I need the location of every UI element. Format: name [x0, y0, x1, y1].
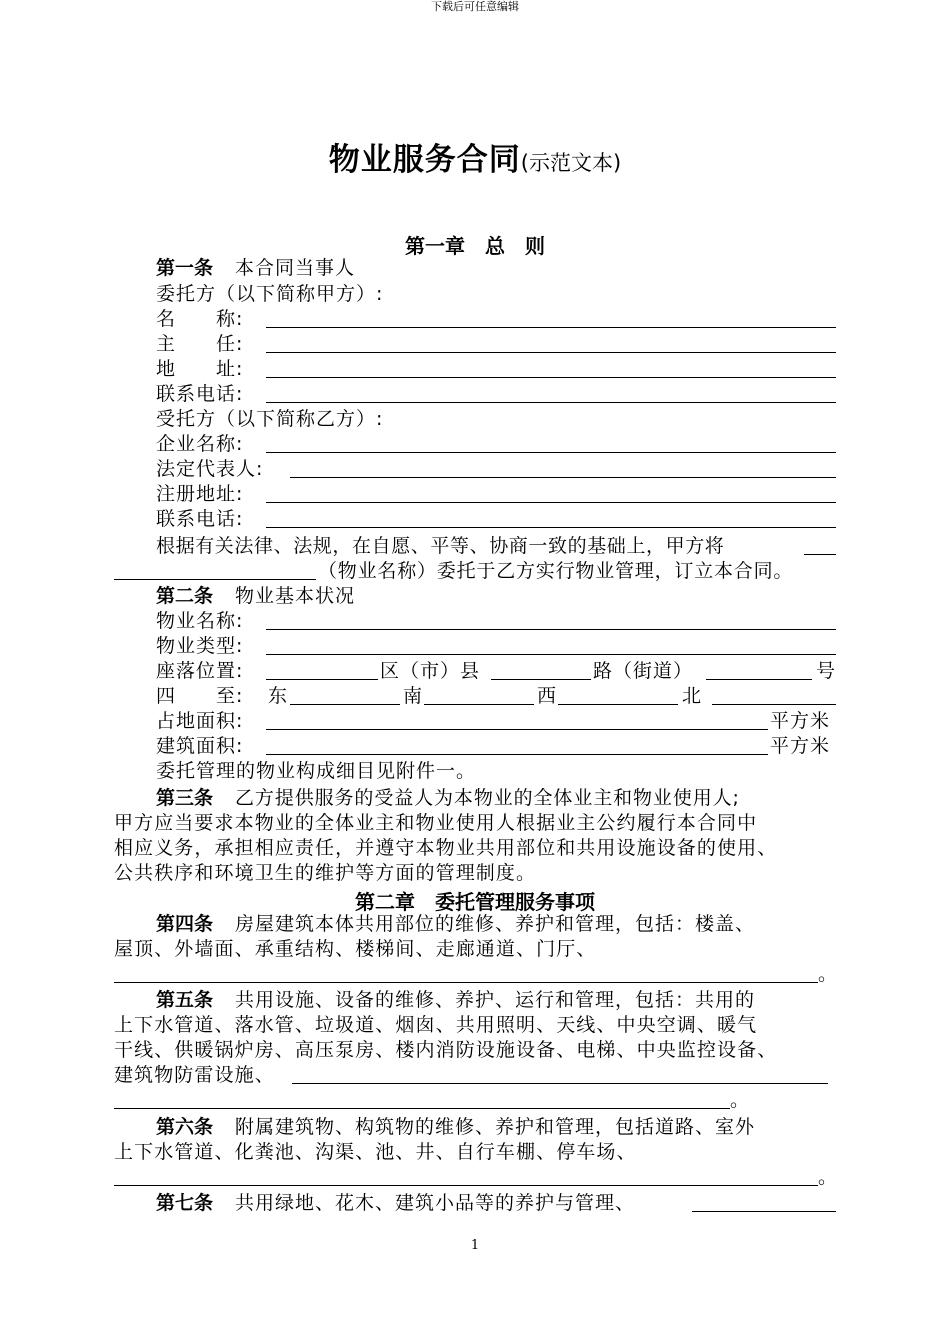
party-b-phone-field[interactable] — [266, 527, 836, 528]
article-4-line-2: 屋顶、外墙面、承重结构、楼梯间、走廊通道、门厅、 — [114, 938, 597, 960]
party-a-leader-label: 主 任: — [156, 333, 244, 355]
party-a-heading: 委托方（以下简称甲方）: — [156, 283, 384, 305]
party-b-heading: 受托方（以下简称乙方）: — [156, 408, 384, 430]
title-main: 物业服务合同 — [328, 142, 521, 178]
west-label: 西 — [537, 685, 558, 707]
article-4-head: 第四条 — [156, 913, 214, 935]
article-6-line-2: 上下水管道、化粪池、沟渠、池、井、自行车棚、停车场、 — [114, 1141, 637, 1163]
chapter-1-heading: 第一章 总 则 — [405, 234, 545, 258]
article-6 — [156, 1115, 755, 1140]
property-name-field[interactable] — [266, 629, 836, 630]
article-2-head: 第二条 — [156, 585, 214, 607]
property-name-label: 物业名称: — [156, 610, 244, 632]
house-number-label: 号 — [816, 660, 837, 682]
party-b-legal-rep-label: 法定代表人: — [156, 458, 264, 480]
article-5-head: 第五条 — [156, 989, 214, 1011]
title-sub: (示范文本) — [520, 151, 622, 175]
location-label: 座落位置: — [156, 660, 244, 682]
party-a-name-label: 名 称: — [156, 308, 244, 330]
party-a-phone-label: 联系电话: — [156, 383, 244, 405]
document-title — [0, 134, 950, 179]
article-7 — [156, 1191, 635, 1216]
article-7-line-1: 共用绿地、花木、建筑小品等的养护与管理、 — [235, 1192, 636, 1214]
south-label: 南 — [403, 685, 424, 707]
article-4 — [156, 912, 755, 937]
land-area-label: 占地面积: — [156, 710, 244, 732]
party-b-company-label: 企业名称: — [156, 433, 244, 455]
property-name-blank[interactable] — [114, 579, 316, 580]
preamble-blank-1[interactable] — [804, 554, 836, 555]
party-b-reg-address-label: 注册地址: — [156, 483, 244, 505]
article-2-text: 物业基本状况 — [235, 585, 356, 607]
district-field[interactable] — [266, 679, 378, 680]
property-type-field[interactable] — [266, 654, 836, 655]
road-field[interactable] — [491, 679, 591, 680]
article-5-line-2: 上下水管道、落水管、垃圾道、烟囱、共用照明、天线、中央空调、暖气 — [114, 1014, 758, 1036]
east-label: 东 — [268, 685, 289, 707]
road-label: 路（街道） — [593, 660, 694, 682]
article-3-head: 第三条 — [156, 787, 214, 809]
article-6-period: 。 — [818, 1166, 839, 1188]
article-3-line-3: 相应义务，承担相应责任，并遵守本物业共用部位和共用设施设备的使用、 — [114, 837, 778, 859]
article-6-blank[interactable] — [114, 1185, 818, 1186]
article-5-line-1: 共用设施、设备的维修、养护、运行和管理，包括：共用的 — [235, 989, 756, 1011]
article-3-line-1: 乙方提供服务的受益人为本物业的全体业主和物业使用人; — [235, 787, 740, 809]
article-7-head: 第七条 — [156, 1192, 214, 1214]
build-area-field[interactable] — [266, 754, 768, 755]
party-b-legal-rep-field[interactable] — [290, 477, 836, 478]
land-area-unit: 平方米 — [770, 710, 831, 732]
article-1 — [156, 256, 355, 281]
north-field[interactable] — [712, 704, 836, 705]
article-7-blank[interactable] — [692, 1211, 836, 1212]
article-5 — [156, 988, 755, 1013]
article-3 — [156, 786, 740, 811]
north-label: 北 — [682, 685, 703, 707]
east-field[interactable] — [290, 704, 400, 705]
build-area-unit: 平方米 — [770, 735, 831, 757]
article-6-line-1: 附属建筑物、构筑物的维修、养护和管理，包括道路、室外 — [235, 1116, 756, 1138]
west-field[interactable] — [558, 704, 678, 705]
article-1-head: 第一条 — [156, 257, 214, 279]
article-5-line-4: 建筑物防雷设施、 — [114, 1064, 275, 1086]
article-2 — [156, 584, 355, 609]
property-composition-note: 委托管理的物业构成细目见附件一。 — [156, 760, 477, 782]
bounds-label: 四 至: — [156, 685, 244, 707]
article-5-blank-1[interactable] — [292, 1083, 828, 1084]
article-4-line-1: 房屋建筑本体共用部位的维修、养护和管理，包括：楼盖、 — [235, 913, 756, 935]
party-a-leader-field[interactable] — [266, 352, 836, 353]
party-a-name-field[interactable] — [266, 327, 836, 328]
article-5-period: 。 — [730, 1089, 751, 1111]
article-4-blank[interactable] — [114, 982, 818, 983]
district-label: 区（市）县 — [380, 660, 481, 682]
article-4-period: 。 — [818, 963, 839, 985]
article-1-text: 本合同当事人 — [235, 257, 356, 279]
south-field[interactable] — [424, 704, 534, 705]
land-area-field[interactable] — [266, 729, 768, 730]
article-5-line-3: 干线、供暖锅炉房、高压泵房、楼内消防设施设备、电梯、中央监控设备、 — [114, 1039, 778, 1061]
party-a-address-field[interactable] — [266, 377, 836, 378]
build-area-label: 建筑面积: — [156, 735, 244, 757]
article-6-head: 第六条 — [156, 1116, 214, 1138]
party-a-address-label: 地 址: — [156, 358, 244, 380]
party-b-company-field[interactable] — [266, 452, 836, 453]
article-3-line-2: 甲方应当要求本物业的全体业主和物业使用人根据业主公约履行本合同中 — [114, 812, 758, 834]
page-number: 1 — [470, 1238, 480, 1253]
preamble-line-2: （物业名称）委托于乙方实行物业管理，订立本合同。 — [318, 560, 794, 582]
property-type-label: 物业类型: — [156, 635, 244, 657]
preamble-line-1: 根据有关法律、法规，在自愿、平等、协商一致的基础上，甲方将 — [156, 535, 725, 557]
house-number-field[interactable] — [706, 679, 812, 680]
article-3-line-4: 公共秩序和环境卫生的维护等方面的管理制度。 — [114, 862, 537, 884]
party-b-reg-address-field[interactable] — [266, 502, 836, 503]
party-b-phone-label: 联系电话: — [156, 508, 244, 530]
party-a-phone-field[interactable] — [266, 402, 836, 403]
header-note: 下载后可任意编辑 — [431, 0, 519, 13]
chapter-2-heading: 第二章 委托管理服务事项 — [355, 890, 595, 914]
article-5-blank-2[interactable] — [114, 1108, 730, 1109]
